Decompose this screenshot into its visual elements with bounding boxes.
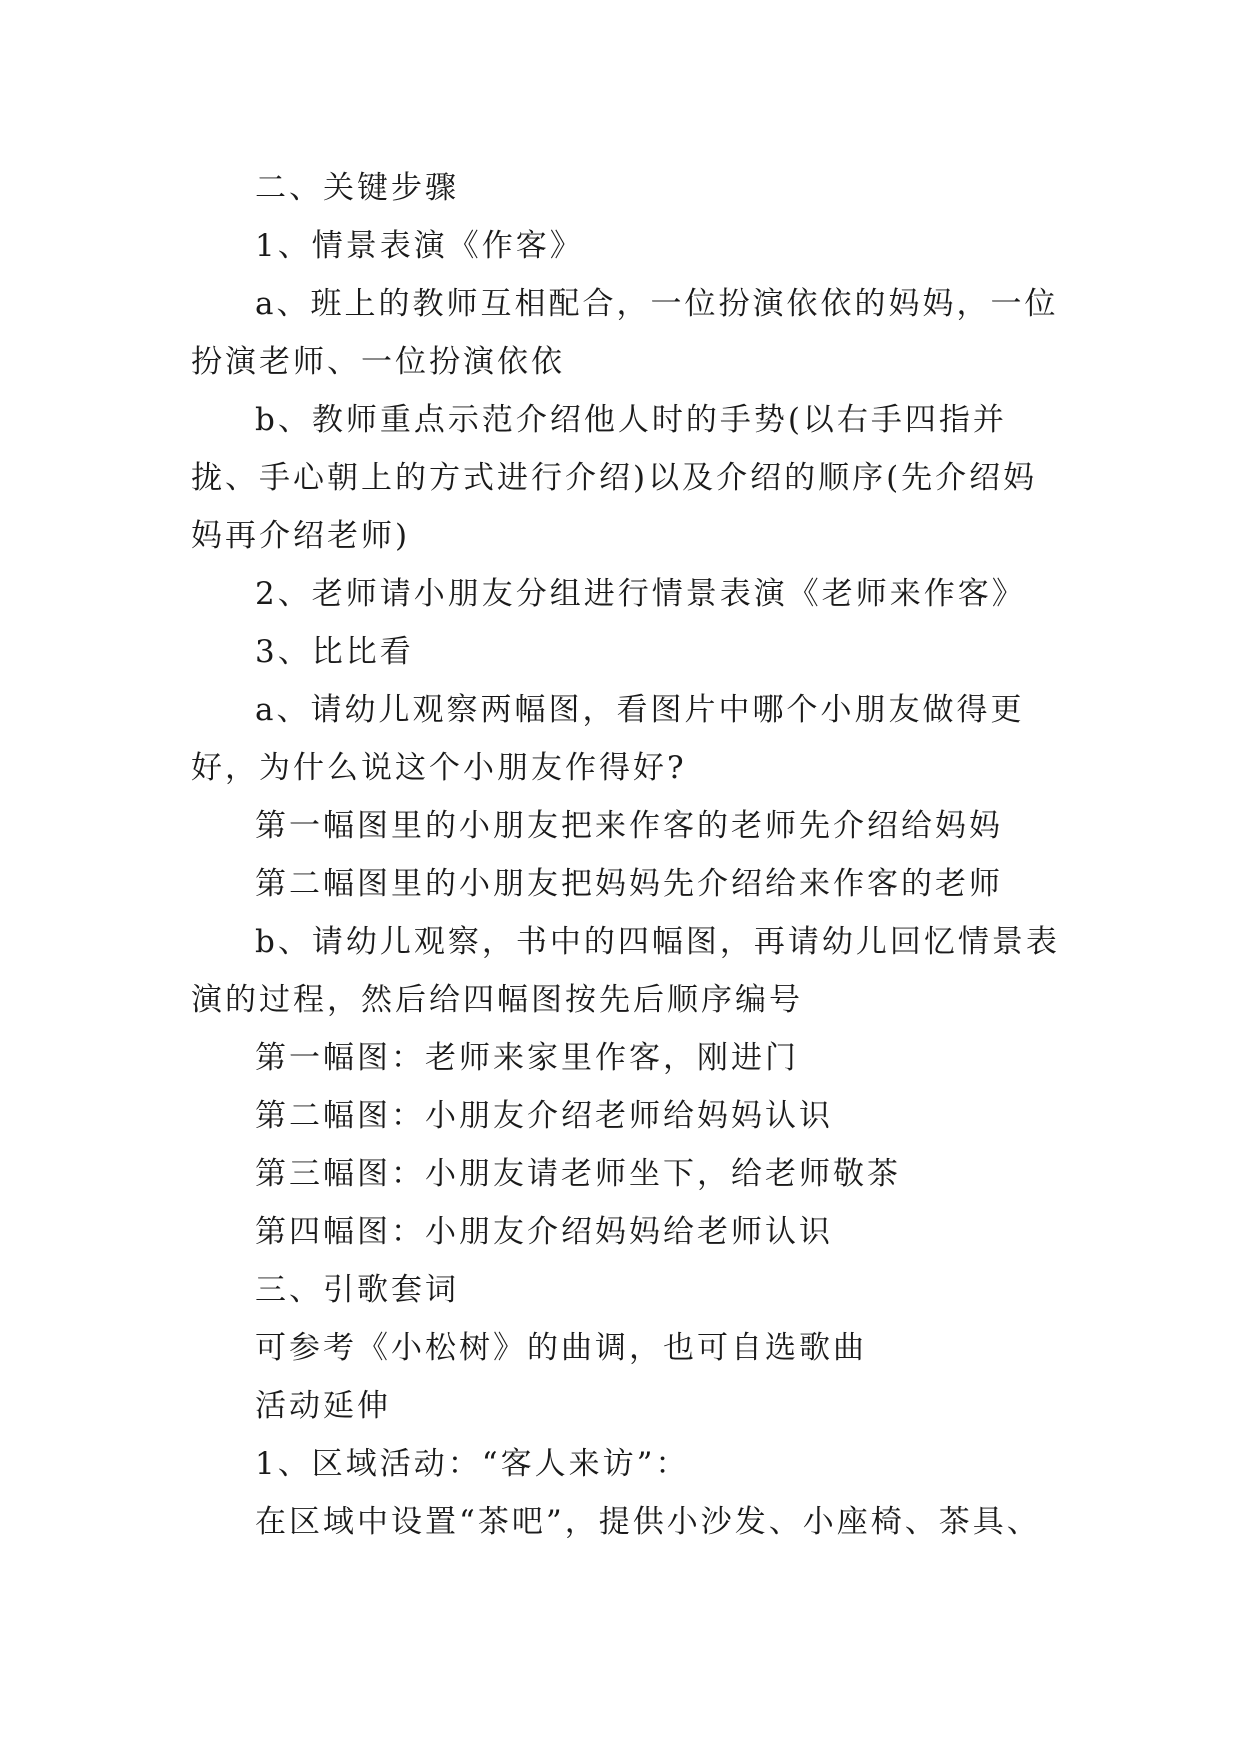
four-pictures-item-2: 第二幅图：小朋友介绍老师给妈妈认识 bbox=[255, 1098, 833, 1134]
step-1b-paragraph: b、教师重点示范介绍他人时的手势(以右手四指并拢、手心朝上的方式进行介绍)以及介绍的顺序(先介绍妈妈再介绍老师) bbox=[191, 402, 1038, 554]
step-3-heading: 3、比比看 bbox=[255, 634, 414, 670]
activity-extension-heading: 活动延伸 bbox=[255, 1388, 391, 1424]
area-activity-heading: 1、区域活动：“客人来访”： bbox=[255, 1446, 690, 1482]
step-1a-paragraph: a、班上的教师互相配合，一位扮演依依的妈妈，一位扮演老师、一位扮演依依 bbox=[191, 286, 1059, 380]
section-heading-song: 三、引歌套词 bbox=[255, 1272, 459, 1308]
section-heading-key-steps: 二、关键步骤 bbox=[255, 170, 459, 206]
area-activity-paragraph: 在区域中设置“茶吧”，提供小沙发、小座椅、茶具、 bbox=[255, 1504, 1041, 1540]
four-pictures-item-4: 第四幅图：小朋友介绍妈妈给老师认识 bbox=[255, 1214, 833, 1250]
four-pictures-item-1: 第一幅图：老师来家里作客，刚进门 bbox=[255, 1040, 799, 1076]
picture-1-description: 第一幅图里的小朋友把来作客的老师先介绍给妈妈 bbox=[255, 808, 1003, 844]
step-3a-paragraph: a、请幼儿观察两幅图，看图片中哪个小朋友做得更好，为什么说这个小朋友作得好? bbox=[191, 692, 1025, 786]
step-3b-paragraph: b、请幼儿观察，书中的四幅图，再请幼儿回忆情景表演的过程，然后给四幅图按先后顺序编号 bbox=[191, 924, 1060, 1018]
four-pictures-item-3: 第三幅图：小朋友请老师坐下，给老师敬茶 bbox=[255, 1156, 901, 1192]
step-1-heading: 1、情景表演《作客》 bbox=[255, 228, 584, 264]
picture-2-description: 第二幅图里的小朋友把妈妈先介绍给来作客的老师 bbox=[255, 866, 1003, 902]
document-page bbox=[191, 159, 1071, 1551]
song-paragraph: 可参考《小松树》的曲调，也可自选歌曲 bbox=[255, 1330, 867, 1366]
step-2-paragraph: 2、老师请小朋友分组进行情景表演《老师来作客》 bbox=[255, 576, 1026, 612]
